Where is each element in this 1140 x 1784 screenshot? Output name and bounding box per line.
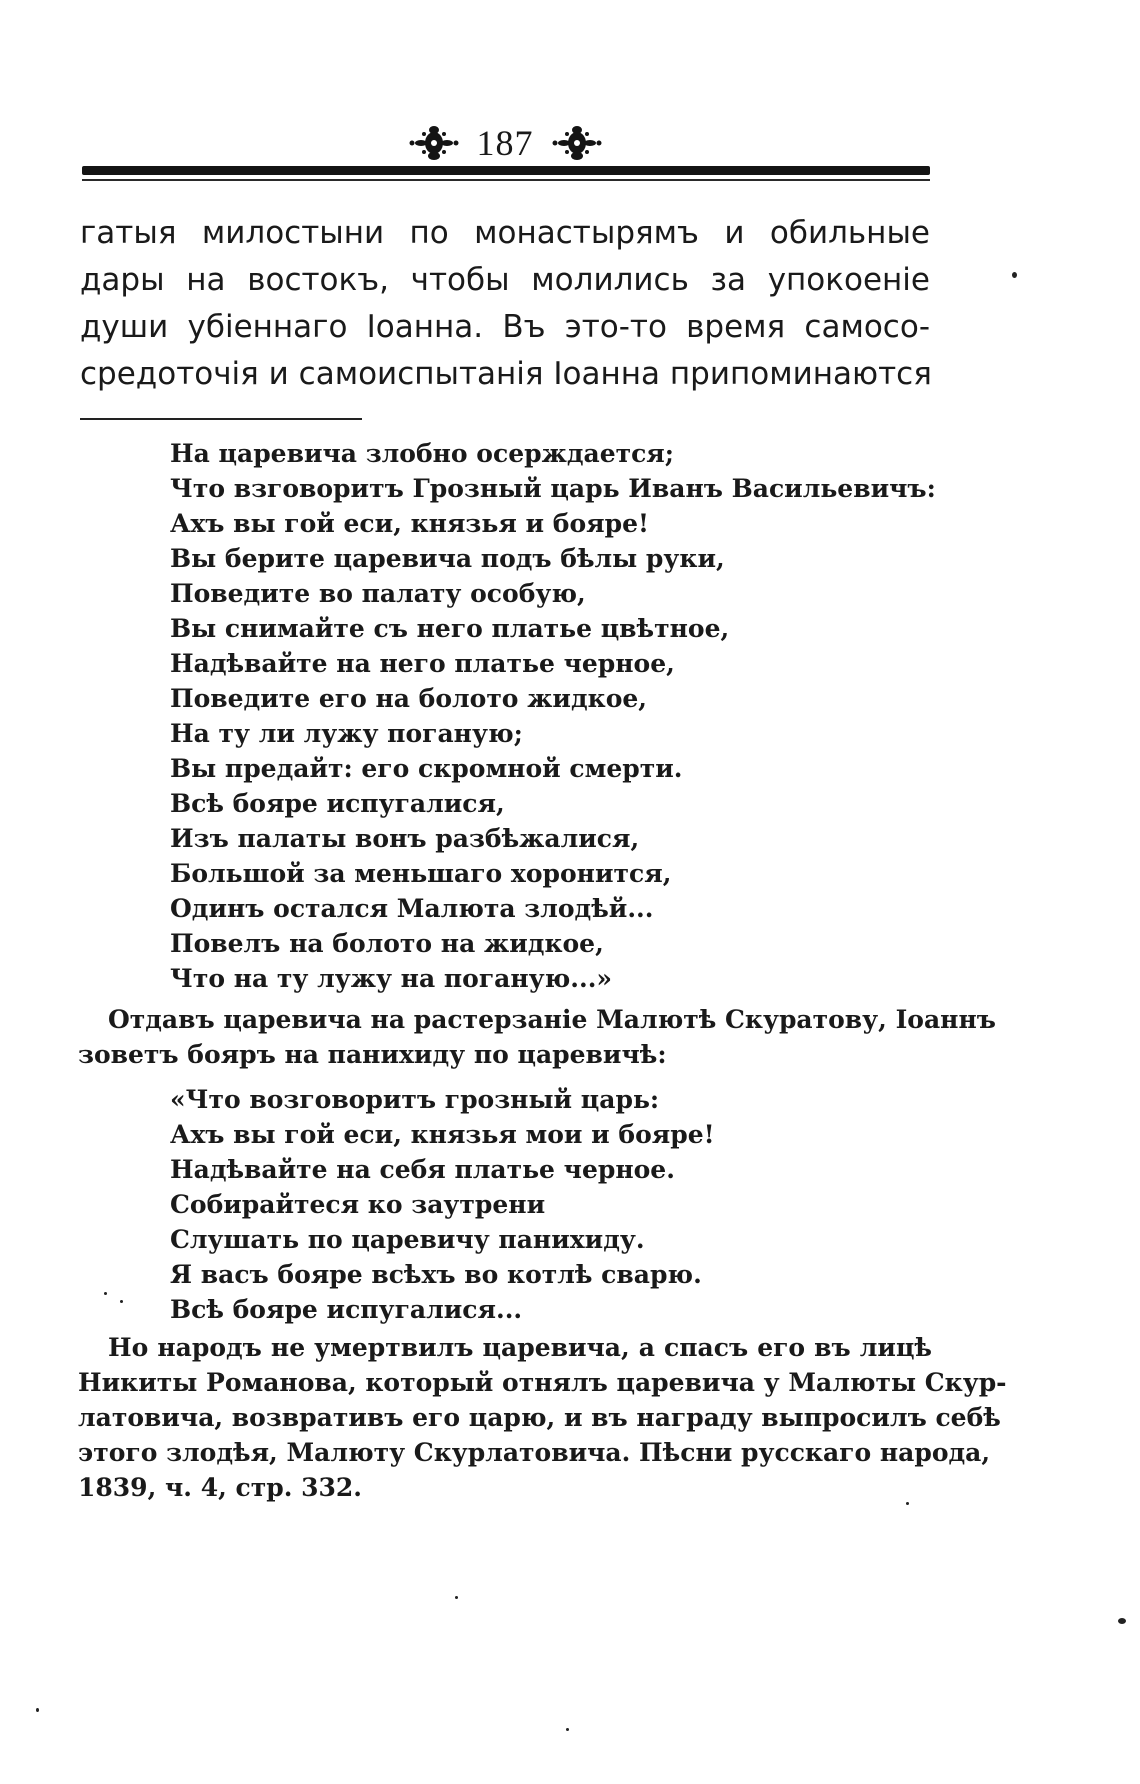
fleuron-icon: [550, 125, 604, 161]
verse-line: На ту ли лужу поганую;: [170, 719, 523, 748]
verse-line: Ахъ вы гой еси, князья и бояре!: [170, 509, 649, 538]
page-header: [390, 118, 620, 168]
verse-line: Надѣвайте на себя платье черное.: [170, 1155, 675, 1184]
note-line: зоветъ бояръ на панихиду по царевичѣ:: [78, 1040, 667, 1069]
scan-speck: [455, 1596, 458, 1599]
scan-speck: [1012, 272, 1017, 278]
verse-line: Вы предайт: его скромной смерти.: [170, 754, 683, 783]
verse-block: [170, 436, 940, 996]
scan-speck: [120, 1300, 123, 1303]
note-line: 1839, ч. 4, стр. 332.: [78, 1473, 362, 1502]
footnote-rule: [80, 418, 362, 420]
page-number: 187: [476, 123, 534, 163]
fleuron-icon: [407, 125, 461, 161]
verse-line: Что взговоритъ Грозный царь Иванъ Васильевичъ:: [170, 474, 936, 503]
verse-line: Вы берите царевича подъ бѣлы руки,: [170, 544, 725, 573]
body-line: души убіеннаго Іоанна. Въ это-то время самосо-: [80, 309, 930, 345]
verse-line: Изъ палаты вонъ разбѣжалися,: [170, 824, 640, 853]
body-line: дары на востокъ, чтобы молились за упокоеніе: [80, 262, 930, 298]
verse-line: Вы снимайте съ него платье цвѣтное,: [170, 614, 730, 643]
scan-speck: [566, 1728, 569, 1731]
note-line: Отдавъ царевича на растерзаніе Малютѣ Скуратову, Іоаннъ: [108, 1005, 996, 1034]
header-rule: [82, 166, 930, 175]
verse-line: Поведите его на болото жидкое,: [170, 684, 647, 713]
verse-line: Надѣвайте на него платье черное,: [170, 649, 675, 678]
scan-speck: [36, 1708, 39, 1712]
verse-line: На царевича злобно осерждается;: [170, 439, 675, 468]
scan-speck: [1118, 1618, 1126, 1624]
scan-speck: [104, 1292, 107, 1295]
body-paragraph: [80, 210, 930, 398]
note-line: Но народъ не умертвилъ царевича, а спасъ его въ лицѣ: [108, 1333, 932, 1362]
header-rule-thin: [82, 179, 930, 181]
note-line: латовича, возвративъ его царю, и въ награду выпросилъ себѣ: [78, 1403, 1001, 1432]
note-paragraph: [78, 1330, 1007, 1505]
verse-line: Всѣ бояре испугалися...: [170, 1295, 523, 1324]
scan-speck: [906, 1502, 909, 1505]
verse-line: Ахъ вы гой еси, князья мои и бояре!: [170, 1120, 715, 1149]
note-line: этого злодѣя, Малюту Скурлатовича. Пѣсни русскаго народа,: [78, 1438, 991, 1467]
note-line: Никиты Романова, который отнялъ царевича у Малюты Скур-: [78, 1368, 1007, 1397]
verse-line: Слушать по царевичу панихиду.: [170, 1225, 645, 1254]
verse-block: [170, 1082, 940, 1327]
verse-line: Одинъ остался Малюта злодѣй...: [170, 894, 654, 923]
verse-line: Всѣ бояре испугалися,: [170, 789, 505, 818]
body-line: средоточія и самоиспытанія Іоанна припоминаются: [80, 356, 932, 392]
verse-line: «Что возговоритъ грозный царь:: [170, 1085, 660, 1114]
body-line: гатыя милостыни по монастырямъ и обильные: [80, 215, 930, 251]
verse-line: Что на ту лужу на поганую...»: [170, 964, 613, 993]
verse-line: Я васъ бояре всѣхъ во котлѣ сварю.: [170, 1260, 702, 1289]
verse-line: Большой за меньшаго хоронится,: [170, 859, 672, 888]
verse-line: Повелъ на болото на жидкое,: [170, 929, 604, 958]
verse-line: Собирайтеся ко заутрени: [170, 1190, 546, 1219]
note-paragraph: [78, 1002, 996, 1072]
verse-line: Поведите во палату особую,: [170, 579, 586, 608]
